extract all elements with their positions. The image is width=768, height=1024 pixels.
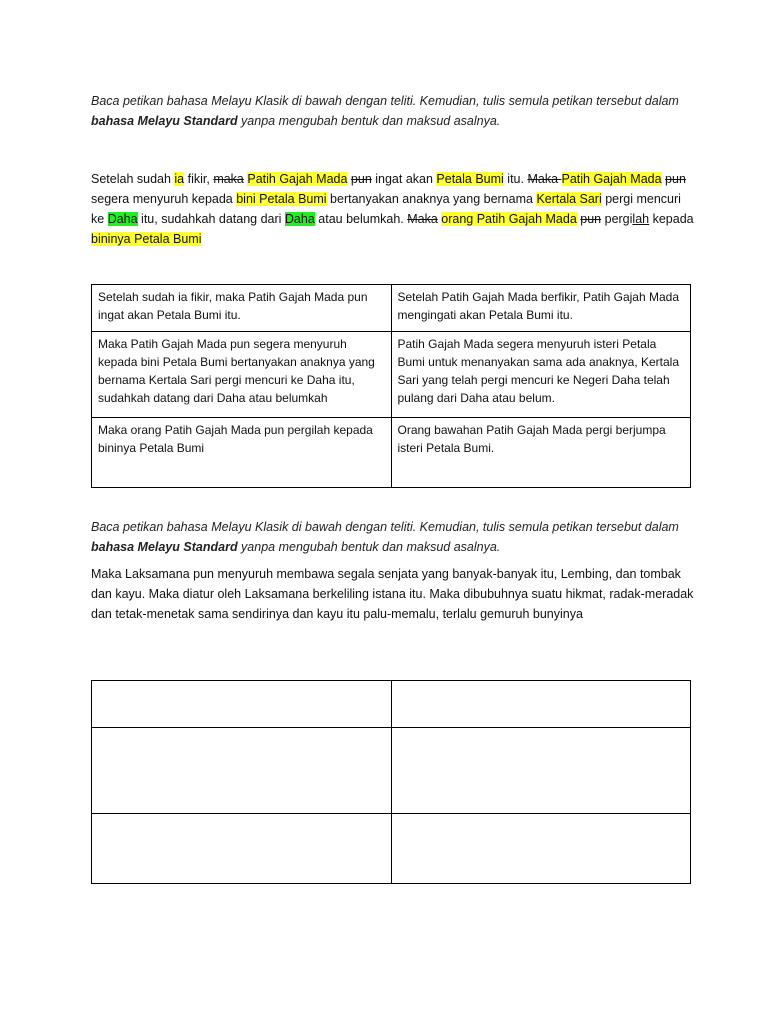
table-row bbox=[92, 285, 691, 332]
table-cell: Maka Patih Gajah Mada pun segera menyuruh kepada bini Petala Bumi bertanyakan anaknya yang bernama Kertala Sari pergi mencuri ke Daha itu, sudahkah datang dari Daha atau belumkah bbox=[92, 332, 392, 418]
table-row bbox=[92, 332, 691, 418]
passage-1 bbox=[91, 169, 696, 249]
struck-pun: pun bbox=[580, 212, 602, 226]
passage-text: fikir, bbox=[184, 172, 214, 186]
instruction-2-bold: bahasa Melayu Standard bbox=[91, 540, 238, 554]
passage-text: pergi bbox=[601, 212, 633, 226]
table-cell: Setelah sudah ia fikir, maka Patih Gajah Mada pun ingat akan Petala Bumi itu. bbox=[92, 285, 392, 332]
table-cell bbox=[391, 681, 691, 728]
highlight-daha: Daha bbox=[107, 212, 138, 226]
instruction-1-bold: bahasa Melayu Standard bbox=[91, 114, 238, 128]
table-row bbox=[92, 814, 691, 884]
passage-2: Maka Laksamana pun menyuruh membawa segala senjata yang banyak-banyak itu, Lembing, dan tombak dan kayu. Maka diatur oleh Laksamana berkeliling istana itu. Maka dibubuhnya suatu hikmat, radak-meradak dan tetak-menetak sama sendirinya dan kayu itu palu-memalu, terlalu gemuruh bunyinya bbox=[91, 567, 694, 621]
highlight-bini: bini Petala Bumi bbox=[236, 192, 327, 206]
highlight-daha: Daha bbox=[284, 212, 315, 226]
struck-pun: pun bbox=[350, 172, 372, 186]
table-cell: Setelah Patih Gajah Mada berfikir, Patih Gajah Mada mengingati akan Petala Bumi itu. bbox=[391, 285, 691, 332]
passage-text: kepada bbox=[649, 212, 694, 226]
passage-text: segera menyuruh kepada bbox=[91, 192, 237, 206]
passage-text: ingat akan bbox=[371, 172, 437, 186]
highlight-petala-bumi: Petala Bumi bbox=[436, 172, 504, 186]
table-cell: Maka orang Patih Gajah Mada pun pergilah kepada bininya Petala Bumi bbox=[92, 418, 392, 488]
struck-pun: pun bbox=[665, 172, 686, 186]
table-cell bbox=[92, 681, 392, 728]
instruction-1-tail: yanpa mengubah bentuk dan maksud asalnya. bbox=[237, 114, 501, 128]
instruction-1 bbox=[91, 91, 691, 131]
table-row bbox=[92, 728, 691, 814]
instruction-2-tail: yanpa mengubah bentuk dan maksud asalnya. bbox=[237, 540, 501, 554]
table-cell: Patih Gajah Mada segera menyuruh isteri Petala Bumi untuk menanyakan sama ada anaknya, Kertala Sari yang telah pergi mencuri ke Negeri Daha telah pulang dari Daha atau belum. bbox=[391, 332, 691, 418]
highlight-kertala-sari: Kertala Sari bbox=[536, 192, 602, 206]
table-cell bbox=[391, 814, 691, 884]
struck-lah: lah bbox=[632, 212, 650, 226]
table-cell bbox=[92, 728, 392, 814]
passage-text: pergi mencuri ke bbox=[91, 192, 681, 226]
passage-text: bertanyakan anaknya yang bernama bbox=[326, 192, 537, 206]
instruction-2 bbox=[91, 517, 691, 557]
struck-maka: Maka bbox=[407, 212, 438, 226]
instruction-1-text: Baca petikan bahasa Melayu Klasik di bawah dengan teliti. Kemudian, tulis semula petikan tersebut dalam bbox=[91, 94, 679, 108]
table-row bbox=[92, 418, 691, 488]
table-cell bbox=[92, 814, 392, 884]
table-cell bbox=[391, 728, 691, 814]
answer-table-2 bbox=[91, 680, 691, 884]
passage-text: itu. bbox=[503, 172, 528, 186]
highlight-orang: orang Patih Gajah Mada bbox=[441, 212, 577, 226]
highlight-bininya: bininya Petala Bumi bbox=[91, 232, 202, 246]
table-cell: Orang bawahan Patih Gajah Mada pergi berjumpa isteri Petala Bumi. bbox=[391, 418, 691, 488]
passage-text: atau belumkah. bbox=[314, 212, 408, 226]
passage-text: Setelah sudah bbox=[91, 172, 175, 186]
table-row bbox=[92, 681, 691, 728]
struck-maka: maka bbox=[213, 172, 244, 186]
struck-maka: Maka bbox=[527, 172, 562, 186]
highlight-patih: Patih Gajah Mada bbox=[247, 172, 348, 186]
instruction-2-text: Baca petikan bahasa Melayu Klasik di bawah dengan teliti. Kemudian, tulis semula petikan tersebut dalam bbox=[91, 520, 679, 534]
passage-text: itu, sudahkah datang dari bbox=[137, 212, 285, 226]
answer-table-1 bbox=[91, 284, 691, 488]
highlight-ia: ia bbox=[174, 172, 185, 186]
highlight-patih: Patih Gajah Mada bbox=[561, 172, 662, 186]
